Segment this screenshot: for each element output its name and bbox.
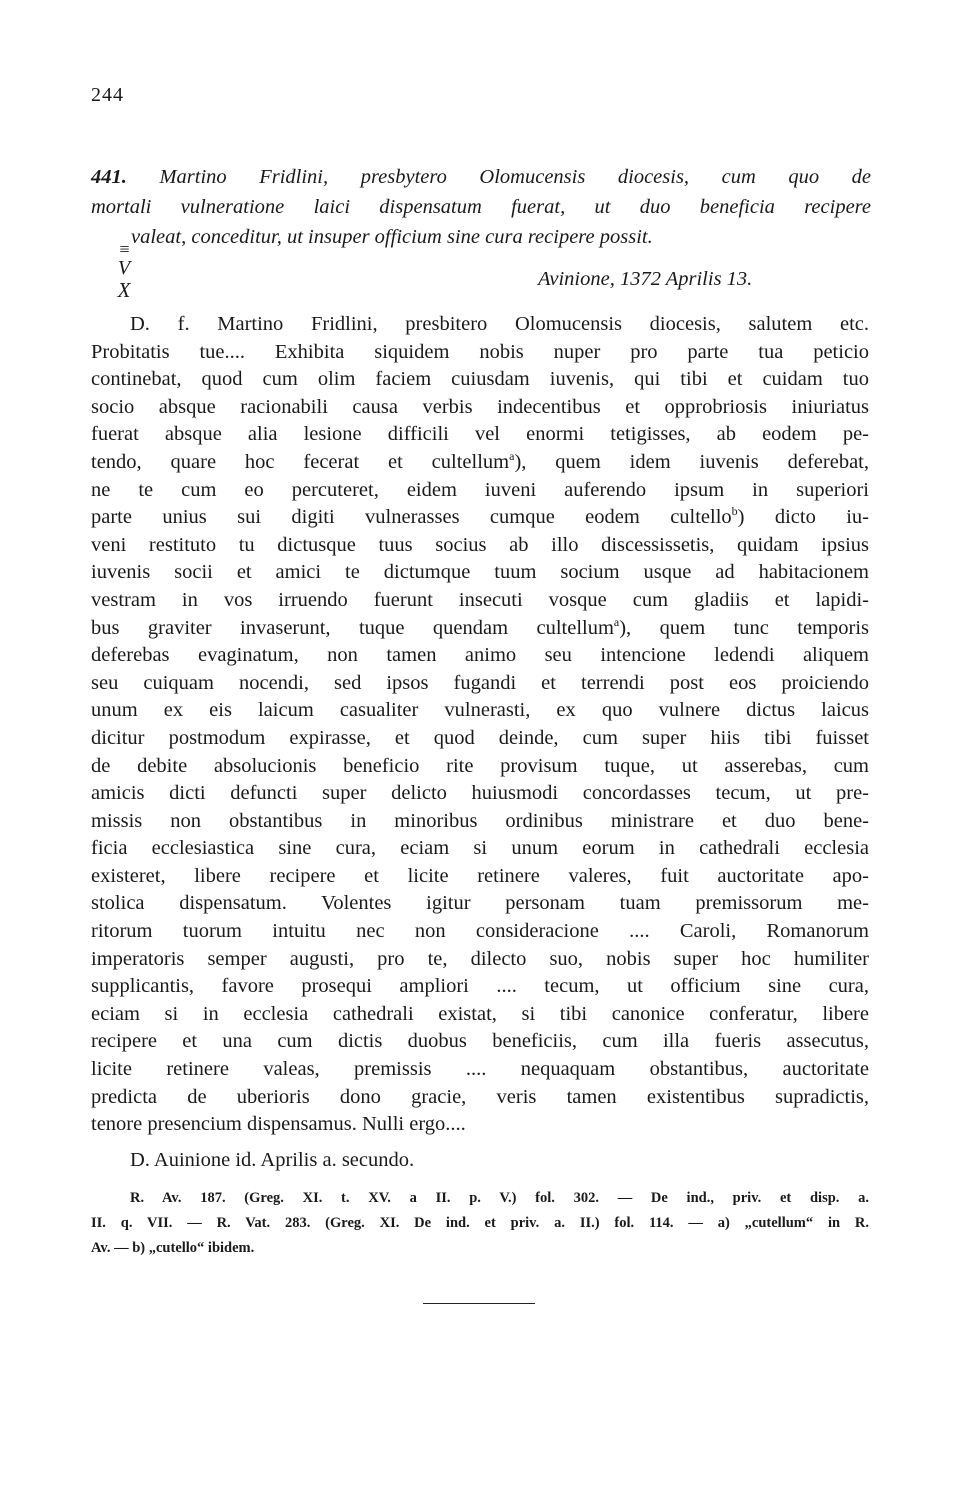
body-line-text: tendo, quare hoc fecerat et cultellum <box>91 450 510 473</box>
body-line: dicitur postmodum expirasse, et quod deinde, cum super hiis tibi fuisset <box>91 726 869 749</box>
body-line: vestram in vos irruendo fuerunt insecuti vosque cum gladiis et lapidi- <box>91 588 869 611</box>
body-line-text-after: ), quem tunc temporis <box>619 616 869 639</box>
heading-line-1 <box>91 162 871 192</box>
body-line: imperatoris semper augusti, pro te, dilecto suo, nobis super hoc humiliter <box>91 947 869 970</box>
body-line-text: bus graviter invaserunt, tuque quendam cultellum <box>91 616 614 639</box>
body-line: recipere et una cum dictis duobus beneficiis, cum illa fueris assecutus, <box>91 1030 869 1053</box>
body-line: existeret, libere recipere et licite retinere valeres, fuit auctoritate apo- <box>91 864 869 887</box>
archival-marks <box>112 239 136 302</box>
body-line: licite retinere valeas, premissis .... nequaquam obstantibus, auctoritate <box>91 1058 869 1081</box>
body-line: iuvenis socii et amici te dictumque tuum socium usque ad habitacionem <box>91 561 869 584</box>
note-line-3: Av. — b) „cutello“ ibidem. <box>91 1240 255 1256</box>
document-number: 441. <box>91 166 127 188</box>
body-line-with-note <box>91 615 869 643</box>
body-line-text-after: ) dicto iu- <box>737 506 869 529</box>
body-line: stolica dispensatum. Volentes igitur personam tuam premissorum me- <box>91 892 869 915</box>
document-body <box>91 311 869 1139</box>
body-line: ritorum tuorum intuitu nec non consideracione .... Caroli, Romanorum <box>91 920 869 943</box>
heading-line-2: mortali vulneratione laici dispensatum fuerat, ut duo beneficia recipere <box>91 196 871 218</box>
body-line: fuerat absque alia lesione difficili vel enormi tetigisses, ab eodem pe- <box>91 423 869 446</box>
body-line: seu cuiquam nocendi, sed ipsos fugandi et terrendi post eos proiciendo <box>91 671 869 694</box>
mark-v: V <box>117 257 131 279</box>
body-line: unum ex eis laicum casualiter vulnerasti, ex quo vulnere dictus laicus <box>91 699 869 722</box>
triple-bar-mark: ≡ <box>119 239 129 259</box>
body-line: de debite absolucionis beneficio rite provisum tuque, ut asserebas, cum <box>91 754 869 777</box>
heading-line-1-text: Martino Fridlini, presbytero Olomucensis diocesis, cum quo de <box>159 166 871 188</box>
body-line: supplicantis, favore prosequi ampliori .... tecum, ut officium sine cura, <box>91 975 869 998</box>
dating-clause: D. Auinione id. Aprilis a. secundo. <box>130 1149 415 1171</box>
body-line: veni restituto tu dictusque tuus socius ab illo discessissetis, quidam ipsius <box>91 533 869 556</box>
body-line: ficia ecclesiastica sine cura, eciam si unum eorum in cathedrali ecclesia <box>91 837 869 860</box>
body-line: eciam si in ecclesia cathedrali existat, si tibi canonice conferatur, libere <box>91 1002 869 1025</box>
footnote-ref-b: b <box>731 504 738 519</box>
end-rule <box>423 1303 535 1304</box>
body-line: socio absque racionabili causa verbis indecentibus et opprobriosis iniuriatus <box>91 395 869 418</box>
place-date: Avinione, 1372 Aprilis 13. <box>538 268 753 290</box>
body-line-with-note <box>91 449 869 477</box>
body-line: missis non obstantibus in minoribus ordinibus ministrare et duo bene- <box>91 809 869 832</box>
body-line-with-note <box>91 504 869 532</box>
footnote-ref-a: a <box>509 449 515 464</box>
body-line: ne te cum eo percuteret, eidem iuveni auferendo ipsum in superiori <box>91 478 869 501</box>
page-number: 244 <box>91 84 124 106</box>
mark-x: X <box>117 278 131 302</box>
body-line-text-after: ), quem idem iuvenis deferebat, <box>514 450 869 473</box>
heading-line-3: valeat, conceditur, ut insuper officium sine cura recipere possit. <box>131 226 653 248</box>
body-line: predicta de uberioris dono gracie, veris tamen existentibus supradictis, <box>91 1085 869 1108</box>
body-line: continebat, quod cum olim faciem cuiusdam iuvenis, qui tibi et cuidam tuo <box>91 368 869 391</box>
body-line: Probitatis tue.... Exhibita siquidem nobis nuper pro parte tua peticio <box>91 340 869 363</box>
body-line: tenore presencium dispensamus. Nulli ergo.... <box>91 1113 466 1136</box>
body-line-text: parte unius sui digiti vulnerasses cumque eodem cultello <box>91 506 732 529</box>
body-line: D. f. Martino Fridlini, presbitero Olomucensis diocesis, salutem etc. <box>130 313 869 335</box>
source-notes <box>91 1186 869 1261</box>
body-line: deferebas evaginatum, non tamen animo seu intencione ledendi aliquem <box>91 644 869 667</box>
footnote-ref-a: a <box>613 614 620 629</box>
document-heading <box>91 162 871 252</box>
note-line-2: II. q. VII. — R. Vat. 283. (Greg. XI. De ind. et priv. a. II.) fol. 114. — a) „cutellum“ in R. <box>91 1215 869 1231</box>
body-line: amicis dicti defuncti super delicto huiusmodi concordasses tecum, ut pre- <box>91 782 869 805</box>
note-line-1: R. Av. 187. (Greg. XI. t. XV. a II. p. V.) fol. 302. — De ind., priv. et disp. a. <box>130 1190 869 1206</box>
